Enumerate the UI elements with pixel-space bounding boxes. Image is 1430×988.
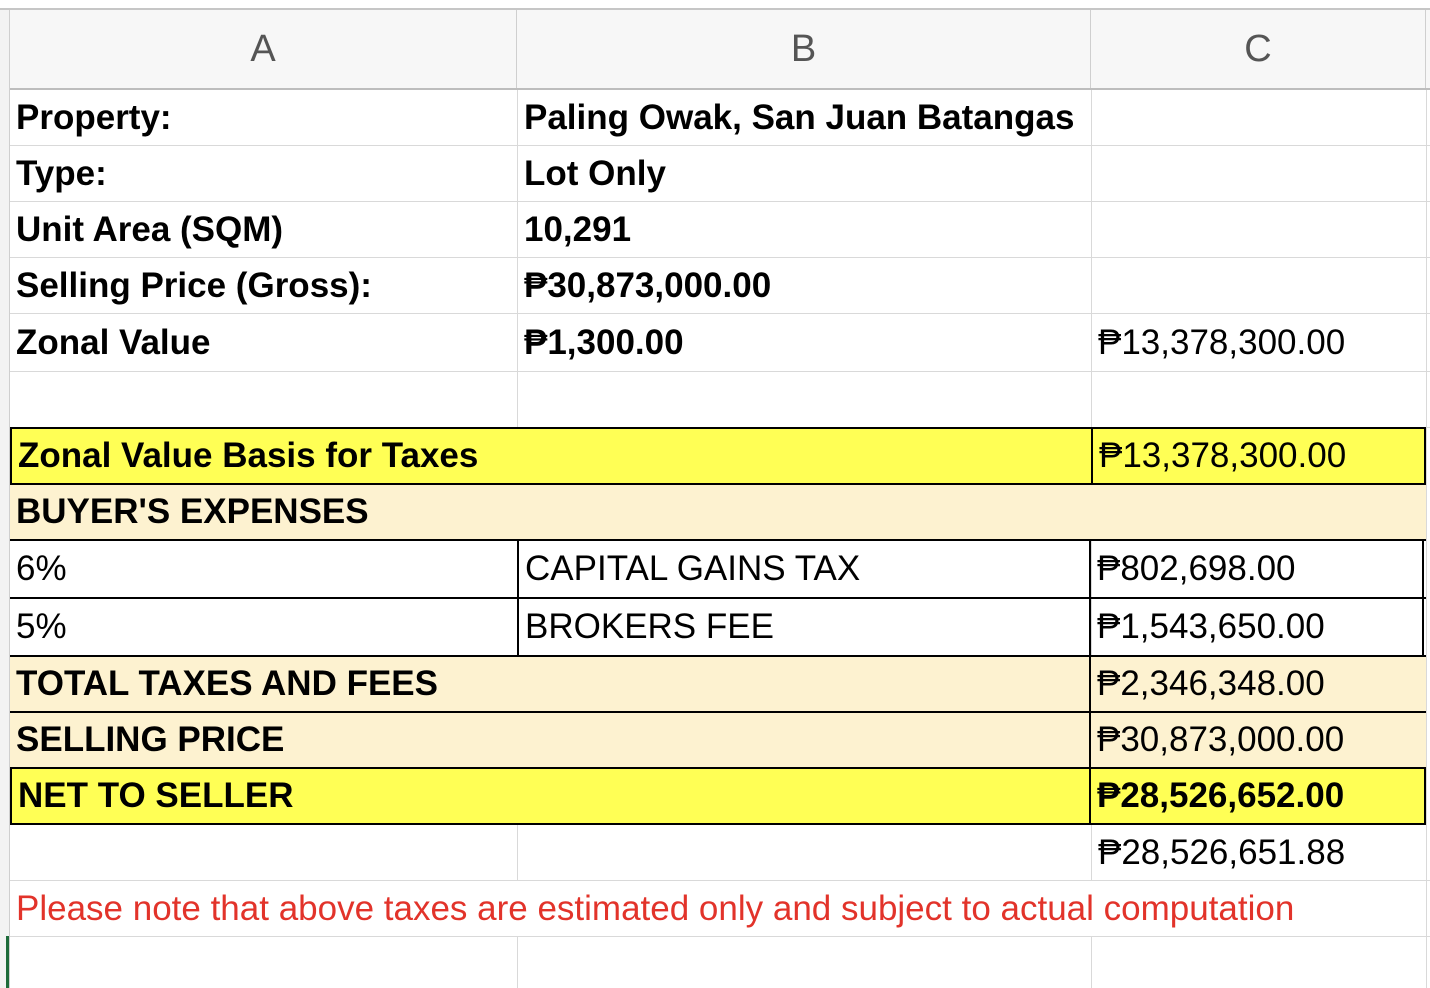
spreadsheet-grid	[10, 90, 1430, 988]
cell-b-label[interactable]: BROKERS FEE	[517, 599, 1091, 655]
cell-b-value[interactable]: ₱30,873,000.00	[524, 265, 772, 305]
column-header-c[interactable]: C	[1091, 10, 1426, 88]
row-capital-gains	[10, 541, 1426, 599]
cell-a-label[interactable]: Property:	[16, 97, 172, 137]
column-header-b[interactable]: B	[517, 10, 1091, 88]
row-buyers-expenses	[10, 485, 1426, 541]
cell-a-rate[interactable]: 6%	[16, 549, 67, 588]
cell-a-label[interactable]: Zonal Value	[16, 322, 211, 362]
row-header-edge	[0, 10, 10, 988]
row-zonal-basis	[10, 427, 1426, 485]
row-extra-value	[10, 825, 1430, 881]
cell-c-value[interactable]: ₱28,526,651.88	[1098, 832, 1346, 872]
cell-a-label[interactable]: Type:	[16, 153, 107, 193]
cell-c-value[interactable]: ₱28,526,652.00	[1089, 769, 1424, 823]
cell-c-value[interactable]: ₱1,543,650.00	[1089, 599, 1424, 655]
cell-b-value[interactable]: 10,291	[524, 209, 632, 249]
cell-a-label[interactable]: Zonal Value Basis for Taxes	[18, 436, 479, 475]
row-brokers-fee	[10, 599, 1426, 657]
row-note	[10, 881, 1430, 937]
row-selling-price-gross	[10, 258, 1430, 314]
section-heading[interactable]: BUYER'S EXPENSES	[16, 492, 369, 531]
formula-bar-edge	[0, 0, 1430, 10]
cell-a-label[interactable]: Unit Area (SQM)	[16, 209, 284, 249]
cell-c-value[interactable]: ₱2,346,348.00	[1089, 657, 1424, 711]
cell-b-value[interactable]: Lot Only	[524, 153, 666, 193]
row-empty-bottom	[10, 937, 1430, 988]
row-selling-price	[10, 713, 1426, 769]
cell-b-value[interactable]: ₱1,300.00	[524, 322, 684, 362]
cell-b-label[interactable]: CAPITAL GAINS TAX	[517, 541, 1091, 597]
cell-a-label[interactable]: SELLING PRICE	[16, 720, 285, 759]
cell-c-value[interactable]: ₱13,378,300.00	[1091, 429, 1425, 483]
row-net-to-seller	[10, 767, 1426, 825]
cell-c-total[interactable]: ₱13,378,300.00	[1098, 322, 1346, 362]
cell-c-value[interactable]: ₱802,698.00	[1089, 541, 1424, 597]
row-zonal-value	[10, 314, 1430, 372]
row-unit-area	[10, 202, 1430, 258]
cell-a-label[interactable]: NET TO SELLER	[18, 776, 294, 815]
row-empty	[10, 372, 1430, 428]
disclaimer-note[interactable]: Please note that above taxes are estimated only and subject to actual computation	[10, 881, 1426, 936]
column-headers	[0, 10, 1430, 90]
cell-a-label[interactable]: Selling Price (Gross):	[16, 265, 372, 305]
column-header-a[interactable]: A	[10, 10, 517, 88]
cell-c-value[interactable]: ₱30,873,000.00	[1089, 713, 1424, 767]
selection-edge-marker	[6, 936, 9, 988]
cell-b-value[interactable]: Paling Owak, San Juan Batangas	[524, 97, 1075, 137]
row-property	[10, 90, 1430, 146]
row-total-taxes	[10, 657, 1426, 713]
cell-a-label[interactable]: TOTAL TAXES AND FEES	[16, 664, 438, 703]
cell-a-rate[interactable]: 5%	[16, 607, 67, 646]
row-type	[10, 146, 1430, 202]
